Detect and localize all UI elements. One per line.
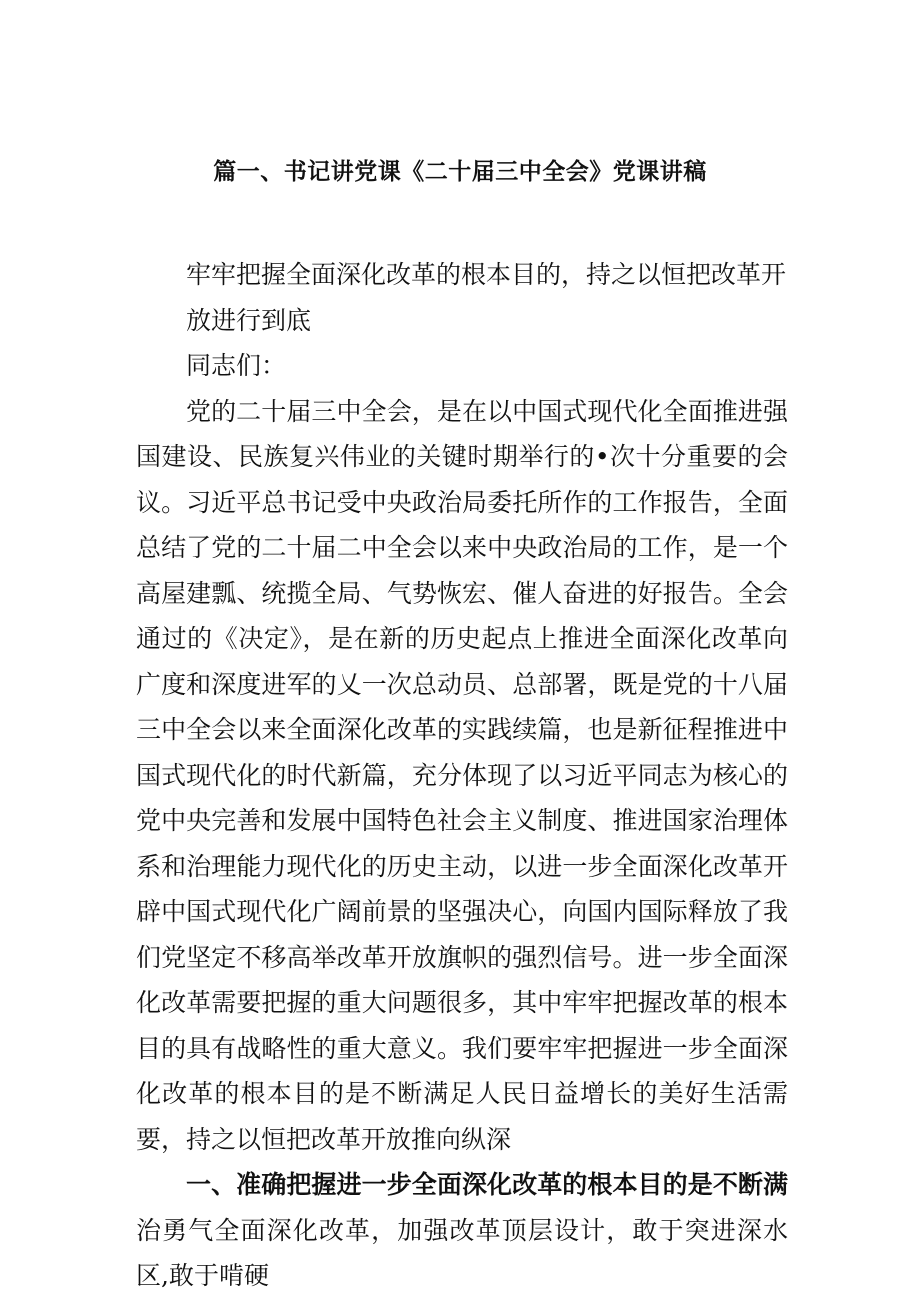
document-body <box>136 252 788 1299</box>
section-1-heading: 一、准确把握进一步全面深化改革的根本目的是不断满 <box>186 1170 788 1199</box>
section-1-text: 治勇气全面深化改革，加强改革顶层设计，敢于突进深水区,敢于啃硬 <box>136 1215 788 1290</box>
greeting: 同志们： <box>186 351 287 380</box>
document-title: 篇一、书记讲党课《二十届三中全会》党课讲稿 <box>213 158 707 185</box>
paragraph-1: 党的二十届三中全会，是在以中国式现代化全面推进强国建设、民族复兴伟业的关键时期举行的•次十分重要的会议。习近平总书记受中央政治局委托所作的工作报告，全面总结了党的二十届二中全会以来中央政治局的工作，是一个高屋建瓢、统揽全局、气势恢宏、催人奋进的好报告。全会通过的《决定》，是在新的历史起点上推进全面深化改革向广度和深度进军的乂一次总动员、总部署，既是党的十八届三中全会以来全面深化改革的实践续篇，也是新征程推进中国式现代化的时代新篇，充分体现了以习近平同志为核心的党中央完善和发展中国特色社会主义制度、推进国家治理体系和治理能力现代化的历史主动，以进一步全面深化改革开辟中国式现代化广阔前景的坚强决心，向国内国际释放了我们党坚定不移高举改革开放旗帜的强烈信号。进一步全面深化改革需要把握的重大问题很多，其中牢牢把握改革的根本目的具有战略性的重大意义。我们要牢牢把握进一步全面深化改革的根本目的是不断满足人民日益增长的美好生活需要，持之以恒把改革开放推向纵深 <box>136 396 788 1154</box>
section-1-paragraph <box>136 1162 788 1299</box>
document-subtitle: 牢牢把握全面深化改革的根本目的，持之以恒把改革开放进行到底 <box>186 260 787 335</box>
